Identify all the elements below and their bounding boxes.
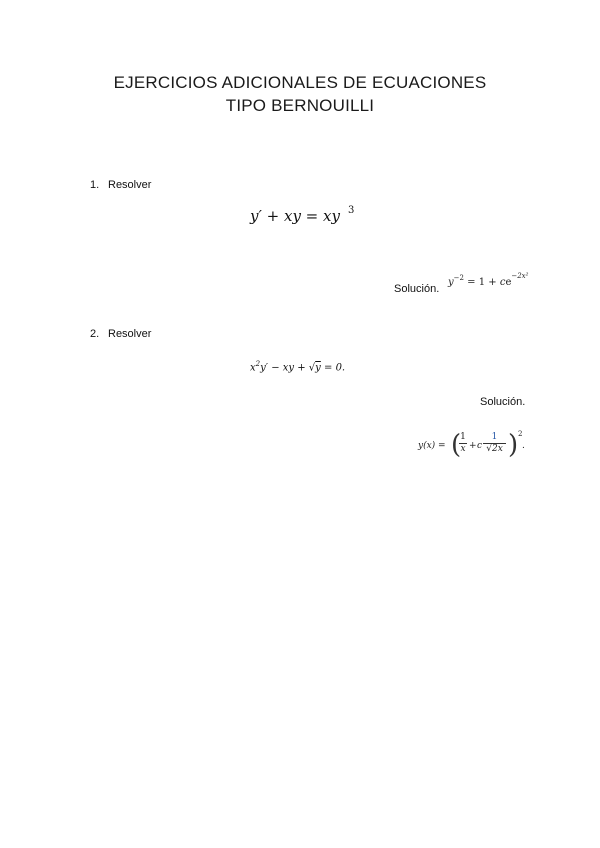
document-title-line-1: EJERCICIOS ADICIONALES DE ECUACIONES [113, 73, 487, 92]
exercise-1-number: 1. [90, 179, 100, 191]
exercise-2-number: 2. [90, 328, 100, 340]
exercise-2-solution-formula: y(x) = ( $\frac{1}{x}$ + c $\frac{1}{√2x}$ ) 2 . [418, 430, 525, 460]
exercise-1-equation [250, 207, 354, 225]
exercise-1-equation-lhs: y′ + xy = xy [250, 207, 340, 225]
exercise-1-equation-exponent: 3 [347, 205, 355, 216]
exercise-1-solution-label: Solución. [394, 283, 440, 295]
exercise-2-equation: $x^2y'$ − xy + √y = 0. [250, 360, 346, 374]
document-title-line-2: TIPO BERNOUILLI [225, 96, 375, 115]
exercise-2-heading [90, 328, 151, 340]
exercise-1-heading [90, 179, 151, 191]
exercise-2-label: Resolver [108, 328, 152, 340]
exercise-1-label: Resolver [108, 179, 152, 191]
exercise-1-solution-formula: $y^{-2} = 1 + ce^{-2x^2}$ [448, 272, 529, 288]
exercise-2-solution-label: Solución. [480, 396, 526, 408]
